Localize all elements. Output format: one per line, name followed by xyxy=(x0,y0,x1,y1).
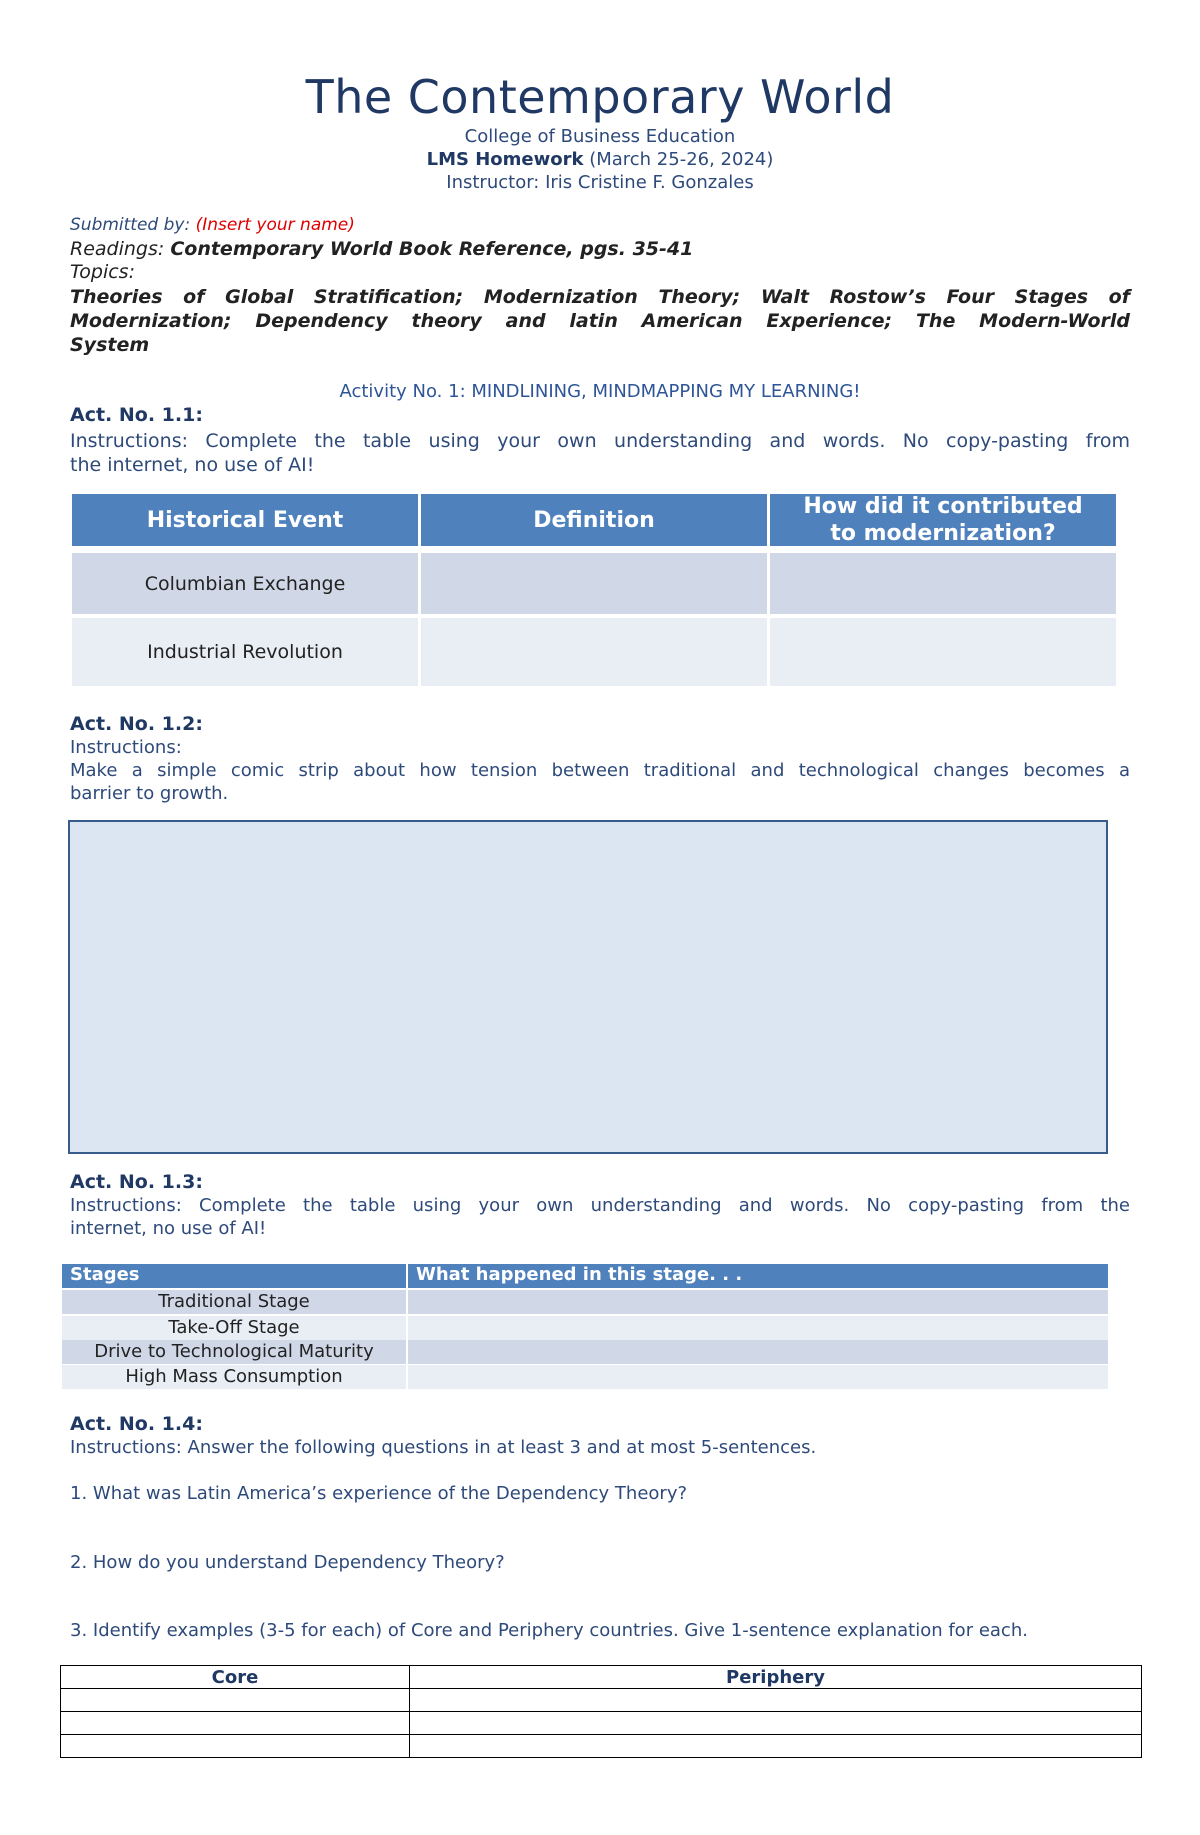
table1-row-2-definition[interactable] xyxy=(421,618,767,686)
act-1-3-instructions-line-1: Instructions: Complete the table using your own understanding and words. No copy-pasting from the xyxy=(70,1195,1130,1216)
table2-header-stages: Stages xyxy=(62,1264,406,1288)
act-1-2-heading: Act. No. 1.2: xyxy=(70,713,203,735)
table1-row-1-event: Columbian Exchange xyxy=(72,553,418,614)
topics-line-2: Modernization; Dependency theory and latin American Experience; The Modern-World xyxy=(70,310,1130,332)
table1-row-1-contribution[interactable] xyxy=(770,553,1116,614)
act-1-2-instructions-label: Instructions: xyxy=(70,737,182,758)
table1-row-2-contribution[interactable] xyxy=(770,618,1116,686)
submitted-label: Submitted by: xyxy=(70,215,191,235)
college-name: College of Business Education xyxy=(464,126,736,147)
readings-value: Contemporary World Book Reference, pgs. 35-41 xyxy=(170,238,694,260)
act-1-2-instructions-line-2: barrier to growth. xyxy=(70,783,229,804)
core-cell[interactable] xyxy=(61,1735,410,1758)
act-1-3-heading: Act. No. 1.3: xyxy=(70,1171,203,1193)
core-cell[interactable] xyxy=(61,1712,410,1735)
table2-row-4-stage: High Mass Consumption xyxy=(62,1365,406,1389)
table2-row-1-answer[interactable] xyxy=(408,1290,1108,1314)
table2-row-4-answer[interactable] xyxy=(408,1365,1108,1389)
table2-row-3-answer[interactable] xyxy=(408,1340,1108,1364)
table2-header-what-happened: What happened in this stage. . . xyxy=(408,1264,1108,1288)
topics-line-1: Theories of Global Stratification; Modernization Theory; Walt Rostow’s Four Stages of xyxy=(70,286,1130,308)
periphery-header: Periphery xyxy=(410,1666,1142,1689)
table1-row-2-event: Industrial Revolution xyxy=(72,618,418,686)
lms-label: LMS Homework xyxy=(426,149,584,170)
topics-label: Topics: xyxy=(70,261,135,283)
periphery-cell[interactable] xyxy=(410,1735,1142,1758)
instructor-line: Instructor: Iris Cristine F. Gonzales xyxy=(446,172,754,193)
act-1-4-heading: Act. No. 1.4: xyxy=(70,1413,203,1435)
table1-header-contribution: How did it contributed to modernization? xyxy=(770,494,1116,546)
page-title: The Contemporary World xyxy=(305,70,895,124)
act-1-1-instructions-line-2: the internet, no use of AI! xyxy=(70,454,315,476)
topics-line-3: System xyxy=(70,334,150,356)
comic-strip-box[interactable] xyxy=(68,820,1108,1154)
table1-row-1-definition[interactable] xyxy=(421,553,767,614)
act-1-1-instructions-line-1: Instructions: Complete the table using your own understanding and words. No copy-pasting from xyxy=(70,430,1130,452)
submitted-value: (Insert your name) xyxy=(195,215,355,235)
submitted-line xyxy=(70,215,355,235)
core-cell[interactable] xyxy=(61,1689,410,1712)
act-1-3-instructions-line-2: internet, no use of AI! xyxy=(70,1218,267,1239)
act-1-1-heading: Act. No. 1.1: xyxy=(70,404,203,426)
readings-line xyxy=(70,238,693,260)
periphery-cell[interactable] xyxy=(410,1689,1142,1712)
question-1: 1. What was Latin America’s experience of the Dependency Theory? xyxy=(70,1483,688,1504)
act-1-2-instructions-line-1: Make a simple comic strip about how tension between traditional and technological changes becomes a xyxy=(70,760,1130,781)
act-1-4-instructions: Instructions: Answer the following questions in at least 3 and at most 5-sentences. xyxy=(70,1437,817,1458)
question-2: 2. How do you understand Dependency Theory? xyxy=(70,1552,505,1573)
table2-row-1-stage: Traditional Stage xyxy=(62,1290,406,1314)
table2-row-2-answer[interactable] xyxy=(408,1316,1108,1340)
table2-row-3-stage: Drive to Technological Maturity xyxy=(62,1340,406,1364)
readings-label: Readings: xyxy=(70,238,165,260)
question-3: 3. Identify examples (3-5 for each) of Core and Periphery countries. Give 1-sentence explanation for each. xyxy=(70,1620,1028,1641)
table2-row-2-stage: Take-Off Stage xyxy=(62,1316,406,1340)
activity-title: Activity No. 1: MINDLINING, MINDMAPPING MY LEARNING! xyxy=(339,381,861,402)
core-header: Core xyxy=(61,1666,410,1689)
table1-header-definition: Definition xyxy=(421,494,767,546)
lms-date: (March 25-26, 2024) xyxy=(589,149,774,170)
lms-line xyxy=(0,149,1200,171)
periphery-cell[interactable] xyxy=(410,1712,1142,1735)
table1-header-event: Historical Event xyxy=(72,494,418,546)
core-periphery-table xyxy=(60,1665,1142,1758)
